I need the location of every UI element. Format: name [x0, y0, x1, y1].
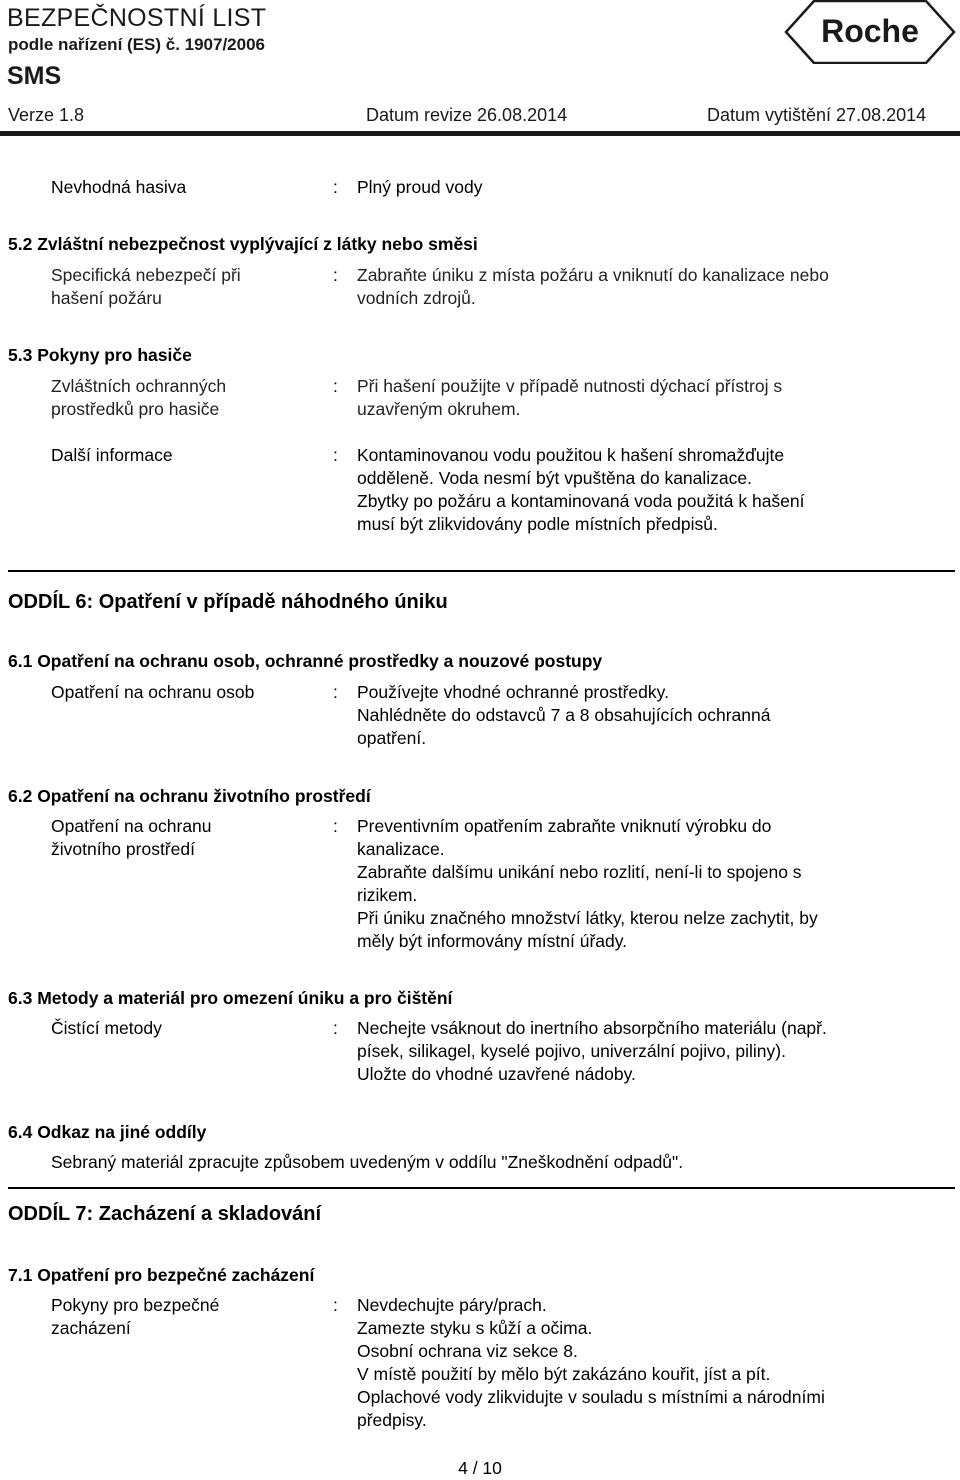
unsuitable-media-label: Nevhodná hasiva: [51, 177, 187, 197]
safe-handling-value-line: V místě použití by mělo být zakázáno kouřit, jíst a pít.: [357, 1364, 771, 1384]
cleaning-methods-value-line: písek, silikagel, kyselé pojivo, univerzální pojivo, piliny).: [357, 1041, 786, 1061]
environmental-precautions-label-line: Opatření na ochranu: [51, 816, 212, 836]
personal-precautions-label: Opatření na ochranu osob: [51, 682, 255, 702]
safe-handling-value-line: Osobní ochrana viz sekce 8.: [357, 1341, 578, 1361]
colon: :: [333, 177, 338, 197]
environmental-precautions-value-line: Preventivním opatřením zabraňte vniknutí výrobku do: [357, 816, 772, 836]
protective-equipment-label-line: Zvláštních ochranných: [51, 376, 227, 396]
regulation-subtitle: podle nařízení (ES) č. 1907/2006: [8, 35, 266, 54]
logo-text: Roche: [821, 13, 919, 49]
protective-equipment-value-line: uzavřeným okruhem.: [357, 399, 521, 419]
roche-logo: [784, 0, 956, 64]
subsection-7-1-heading: 7.1 Opatření pro bezpečné zacházení: [8, 1265, 315, 1285]
further-information-label: Další informace: [51, 445, 173, 465]
document-code: SMS: [7, 62, 62, 90]
personal-precautions-value-line: Nahlédněte do odstavců 7 a 8 obsahujících ochranná: [357, 705, 771, 725]
colon: :: [333, 265, 338, 285]
colon: :: [333, 376, 338, 396]
cleaning-methods-label: Čistící metody: [51, 1018, 162, 1038]
colon: :: [333, 682, 338, 702]
environmental-precautions-value-line: rizikem.: [357, 885, 418, 905]
revision-date: Datum revize 26.08.2014: [366, 105, 568, 125]
section-7-title: ODDÍL 7: Zacházení a skladování: [8, 1203, 322, 1225]
subsection-6-1-heading: 6.1 Opatření na ochranu osob, ochranné prostředky a nouzové postupy: [8, 651, 603, 671]
safe-handling-value-line: Zamezte styku s kůží a očima.: [357, 1318, 593, 1338]
subsection-5-3-heading: 5.3 Pokyny pro hasiče: [8, 345, 192, 365]
document-title: BEZPEČNOSTNÍ LIST: [7, 4, 267, 32]
protective-equipment-value-line: Při hašení použijte v případě nutnosti dýchací přístroj s: [357, 376, 783, 396]
unsuitable-media-value: Plný proud vody: [357, 177, 483, 197]
specific-hazards-label-line: hašení požáru: [51, 288, 162, 308]
print-date: Datum vytištění 27.08.2014: [707, 105, 927, 125]
section-divider: [8, 570, 955, 572]
specific-hazards-value-line: Zabraňte úniku z místa požáru a vniknutí do kanalizace nebo: [357, 265, 829, 285]
further-information-value-line: odděleně. Voda nesmí být vpuštěna do kanalizace.: [357, 468, 752, 488]
personal-precautions-value-line: opatření.: [357, 728, 427, 748]
safe-handling-value-line: předpisy.: [357, 1410, 427, 1430]
colon: :: [333, 1018, 338, 1038]
page-number: 4 / 10: [458, 1458, 502, 1478]
colon: :: [333, 1295, 338, 1315]
safe-handling-value-line: Oplachové vody zlikvidujte v souladu s místními a národními: [357, 1387, 825, 1407]
subsection-5-2-heading: 5.2 Zvláštní nebezpečnost vyplývající z látky nebo směsi: [8, 234, 478, 254]
safe-handling-label-line: zacházení: [51, 1318, 131, 1338]
safe-handling-label-line: Pokyny pro bezpečné: [51, 1295, 220, 1315]
specific-hazards-label-line: Specifická nebezpečí při: [51, 265, 241, 285]
specific-hazards-value-line: vodních zdrojů.: [357, 288, 476, 308]
cleaning-methods-value-line: Uložte do vhodné uzavřené nádoby.: [357, 1064, 636, 1084]
header-divider: [0, 131, 960, 136]
cleaning-methods-value-line: Nechejte vsáknout do inertního absorpčního materiálu (např.: [357, 1018, 827, 1038]
subsection-6-4-heading: 6.4 Odkaz na jiné oddíly: [8, 1122, 207, 1142]
colon: :: [333, 445, 338, 465]
environmental-precautions-value-line: Při úniku značného množství látky, kterou nelze zachytit, by: [357, 908, 818, 928]
subsection-6-3-heading: 6.3 Metody a materiál pro omezení úniku a pro čištění: [8, 988, 453, 1008]
personal-precautions-value-line: Používejte vhodné ochranné prostředky.: [357, 682, 669, 702]
reference-text: Sebraný materiál zpracujte způsobem uvedeným v oddílu "Zneškodnění odpadů".: [51, 1152, 684, 1172]
document-header: [0, 0, 960, 136]
environmental-precautions-value-line: Zabraňte dalšímu unikání nebo rozlití, není-li to spojeno s: [357, 862, 802, 882]
colon: :: [333, 816, 338, 836]
section-divider: [8, 1187, 955, 1189]
version-label: Verze 1.8: [8, 105, 85, 125]
safe-handling-value-line: Nevdechujte páry/prach.: [357, 1295, 547, 1315]
environmental-precautions-label-line: životního prostředí: [51, 839, 195, 859]
protective-equipment-label-line: prostředků pro hasiče: [51, 399, 220, 419]
environmental-precautions-value-line: kanalizace.: [357, 839, 445, 859]
environmental-precautions-value-line: měly být informovány místní úřady.: [357, 931, 628, 951]
further-information-value-line: Kontaminovanou vodu použitou k hašení shromažďujte: [357, 445, 785, 465]
further-information-value-line: musí být zlikvidovány podle místních předpisů.: [357, 514, 718, 534]
further-information-value-line: Zbytky po požáru a kontaminovaná voda použitá k hašení: [357, 491, 805, 511]
subsection-6-2-heading: 6.2 Opatření na ochranu životního prostředí: [8, 786, 371, 806]
section-6-title: ODDÍL 6: Opatření v případě náhodného úniku: [8, 591, 448, 613]
